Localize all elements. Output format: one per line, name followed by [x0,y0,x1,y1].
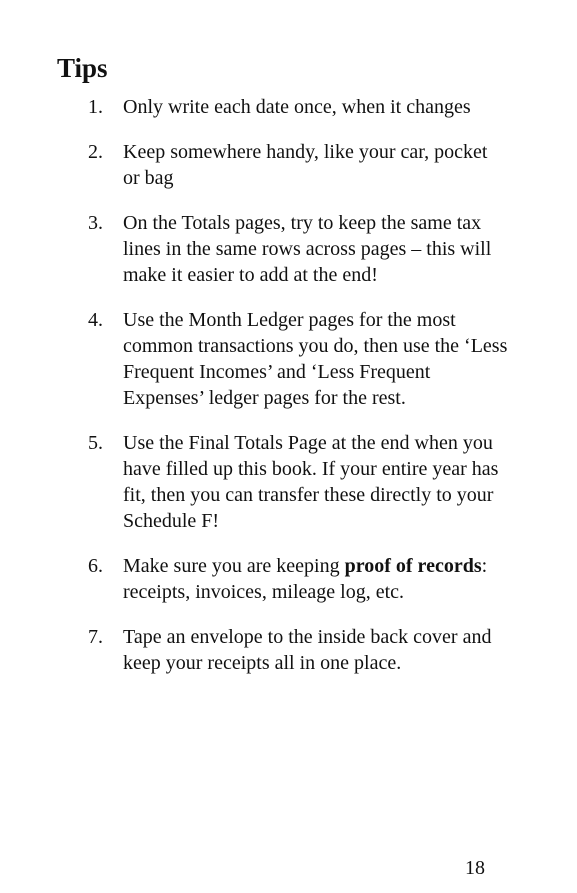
tip-text [123,553,508,605]
tip-item-5 [88,430,508,534]
proof-of-records-bold-text: proof of records [344,555,482,577]
page-title: Tips [57,53,108,83]
tip-text: Keep somewhere handy, like your car, pocket or bag [123,141,488,189]
tip-item-7 [88,624,508,676]
tip-item-6 [88,553,508,605]
tip-number: 5. [88,432,103,454]
tip-item-2 [88,139,508,191]
tip-text: Tape an envelope to the inside back cover and keep your receipts all in one place. [123,626,492,674]
tip-number: 3. [88,212,103,234]
tip-item-4 [88,307,508,411]
tip-number: 4. [88,309,103,331]
tip-number: 1. [88,96,103,118]
tip-text-before-bold: Make sure you are keeping [123,555,345,577]
tip-text: Only write each date once, when it changes [123,96,471,118]
tip-item-3 [88,210,508,288]
tip-number: 6. [88,555,103,577]
tip-number: 7. [88,626,103,648]
tip-text-after-bold: : receipts, invoices, mileage log, etc. [123,555,488,603]
tip-number: 2. [88,141,103,163]
tip-text: Use the Final Totals Page at the end when you have filled up this book. If your entire year has fit, then you can transfer these directly to your Schedule F! [123,432,499,532]
tip-text: On the Totals pages, try to keep the same tax lines in the same rows across pages – this will make it easier to add at the end! [123,212,492,286]
tip-item-1 [88,94,508,120]
tips-list [88,94,508,676]
page-number: 18 [465,857,485,879]
tip-text: Use the Month Ledger pages for the most common transactions you do, then use the ‘Less Frequent Incomes’ and ‘Less Frequent Expenses’ ledger pages for the rest. [123,309,508,409]
